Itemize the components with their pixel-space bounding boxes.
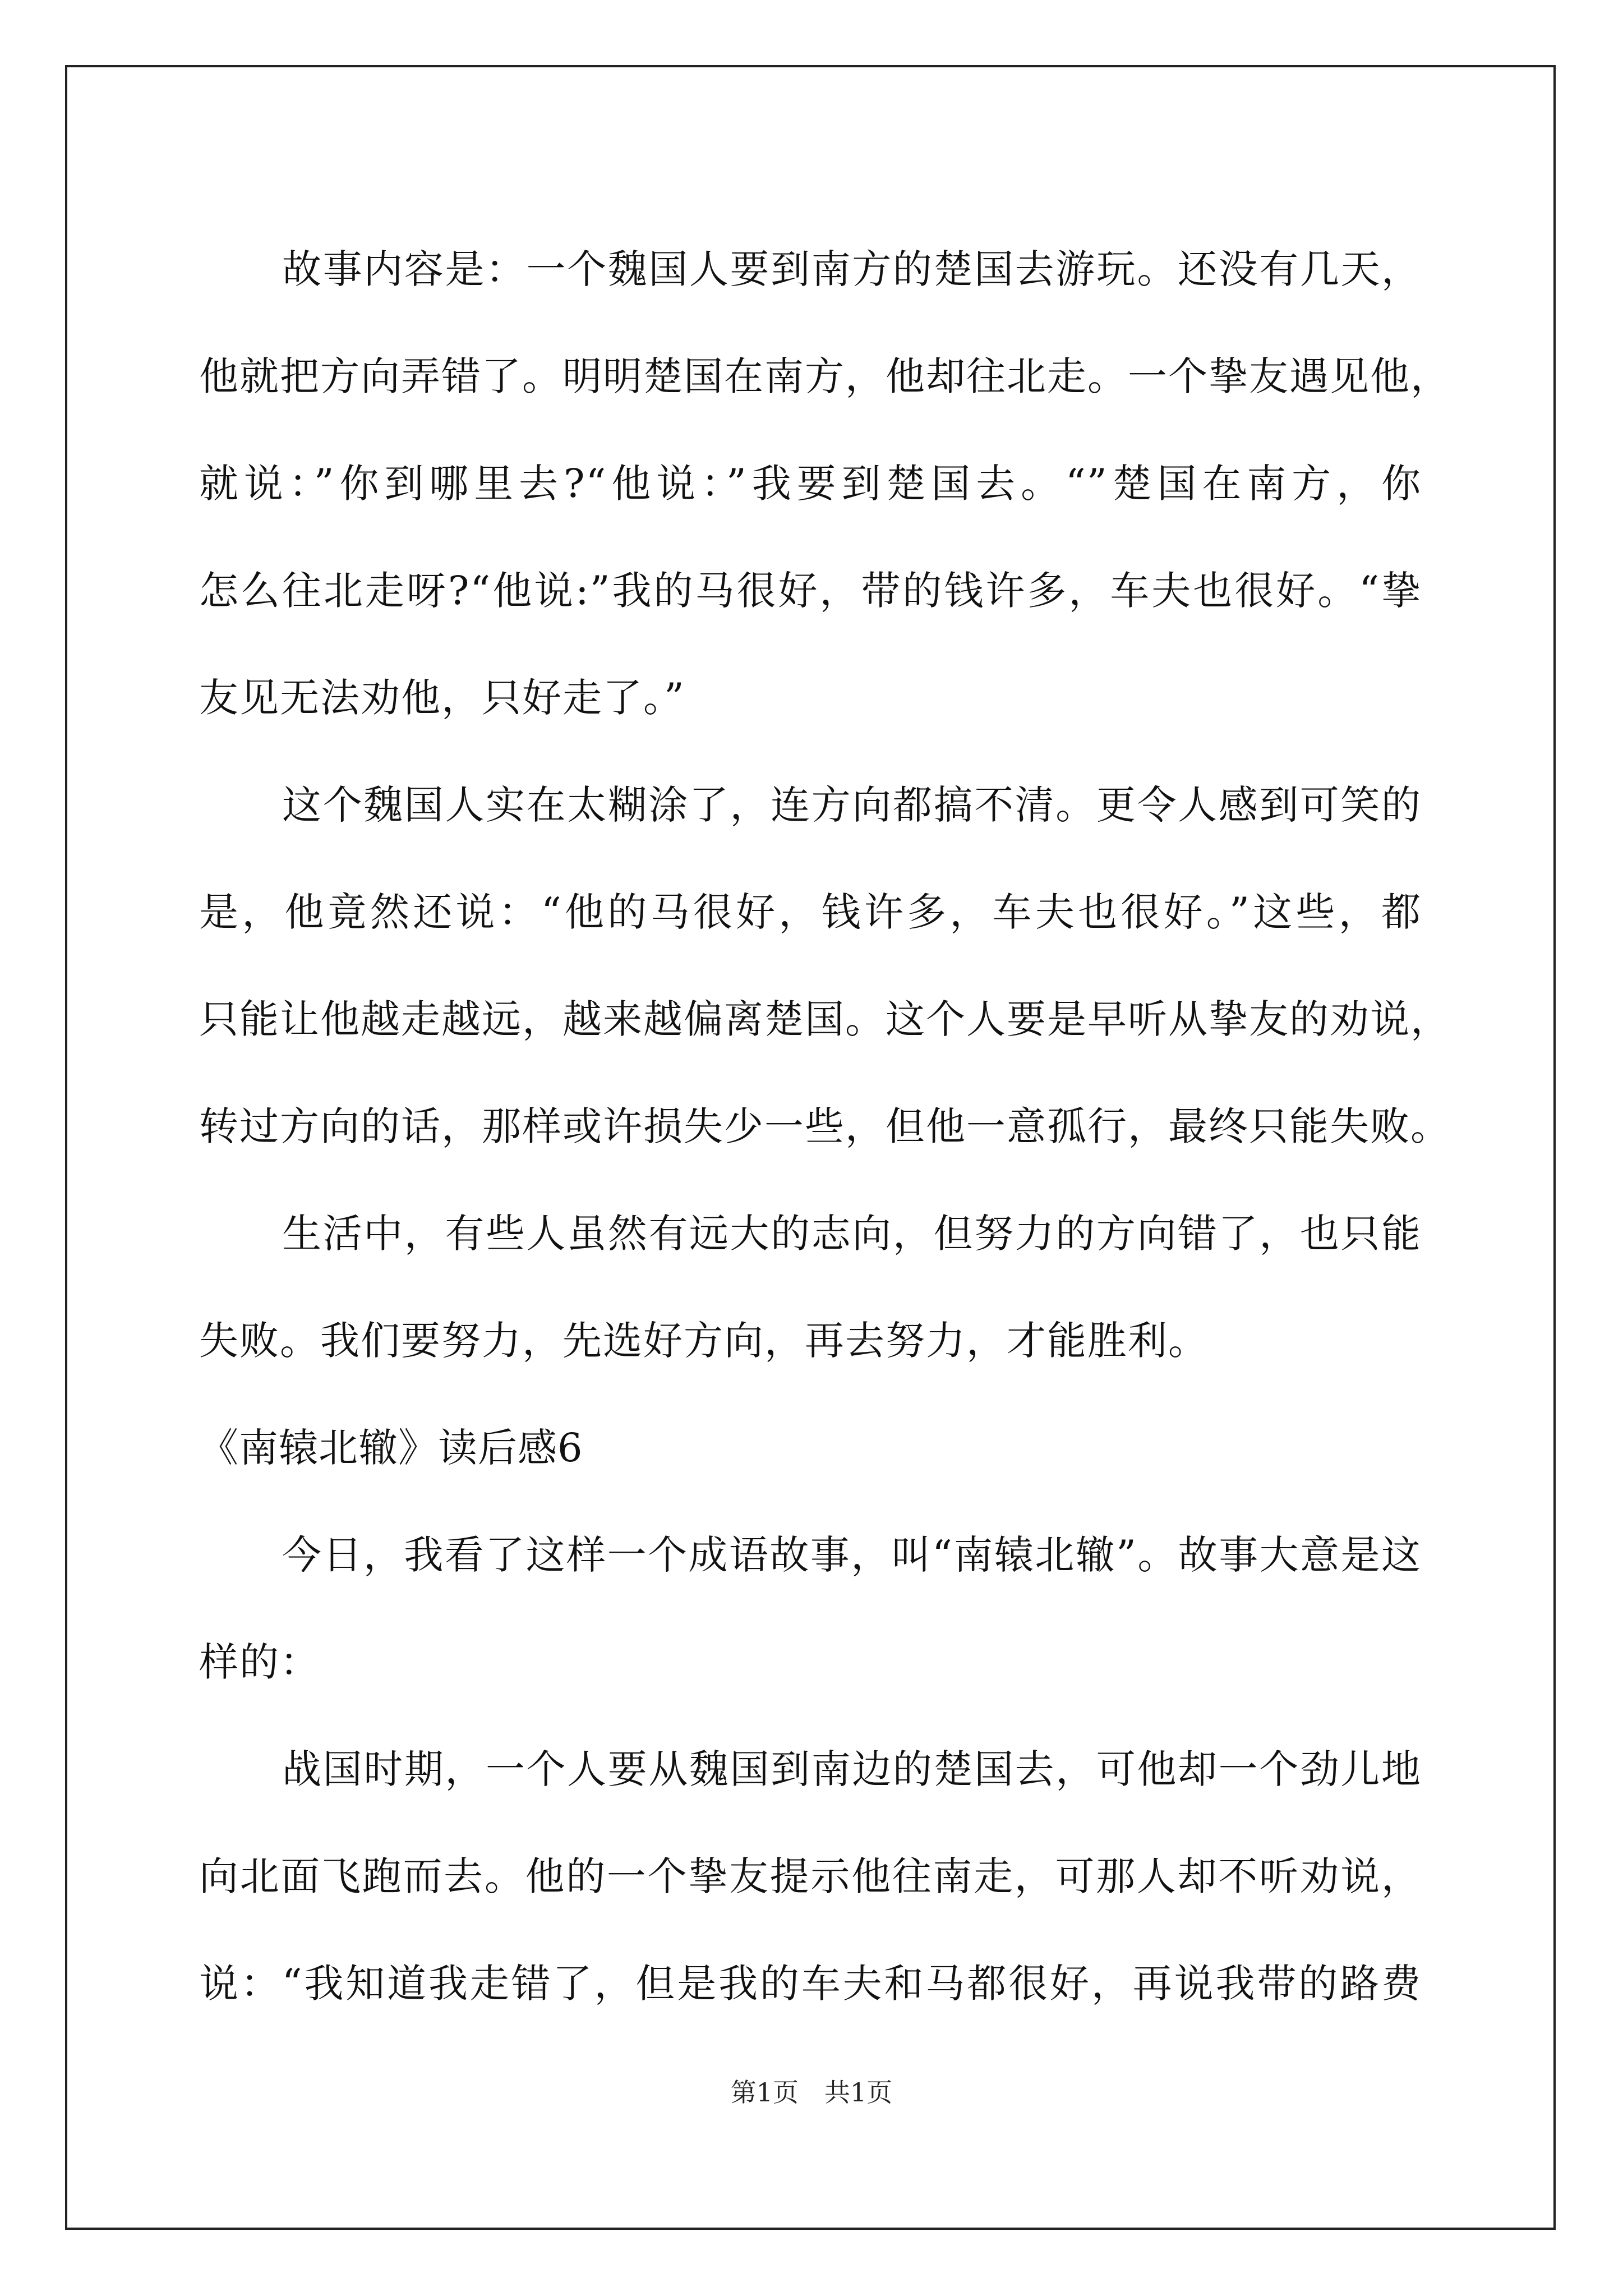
paragraph-3-line-1: 生活中，有些人虽然有远大的志向，但努力的方向错了，也只能	[282, 1211, 1422, 1257]
paragraph-2-line-2: 是，他竟然还说：“他的马很好，钱许多，车夫也很好。”这些，都	[199, 889, 1422, 935]
paragraph-5-line-2: 向北面飞跑而去。他的一个挚友提示他往南走，可那人却不听劝说，	[199, 1853, 1422, 1899]
section-heading: 《南辕北辙》读后感6	[199, 1425, 583, 1471]
page-number-label: 第1页 共1页	[730, 2077, 893, 2108]
document-body	[199, 216, 1451, 2037]
paragraph-4-line-1: 今日，我看了这样一个成语故事，叫“南辕北辙”。故事大意是这	[282, 1532, 1422, 1578]
paragraph-1-line-4: 怎么往北走呀?“他说:”我的马很好，带的钱许多，车夫也很好。“挚	[199, 568, 1422, 614]
paragraph-1-line-3: 就说：”你到哪里去?“他说：”我要到楚国去。“”楚国在南方，你	[199, 461, 1422, 507]
page-footer	[0, 2076, 1623, 2109]
paragraph-2-line-1: 这个魏国人实在太糊涂了，连方向都搞不清。更令人感到可笑的	[282, 782, 1422, 828]
paragraph-3-line-2: 失败。我们要努力，先选好方向，再去努力，才能胜利。	[199, 1318, 1209, 1364]
paragraph-5-line-1: 战国时期，一个人要从魏国到南边的楚国去，可他却一个劲儿地	[282, 1746, 1422, 1792]
paragraph-1-line-2: 他就把方向弄错了。明明楚国在南方，他却往北走。一个挚友遇见他，	[199, 353, 1451, 399]
paragraph-2-line-4: 转过方向的话，那样或许损失少一些，但他一意孤行，最终只能失败。	[199, 1103, 1451, 1149]
paragraph-2-line-3: 只能让他越走越远，越来越偏离楚国。这个人要是早听从挚友的劝说，	[199, 996, 1451, 1042]
paragraph-1-line-1: 故事内容是：一个魏国人要到南方的楚国去游玩。还没有几天，	[282, 246, 1422, 292]
paragraph-4-line-2: 样的：	[199, 1639, 320, 1685]
paragraph-1-line-5: 友见无法劝他，只好走了。”	[199, 675, 685, 721]
paragraph-5-line-3: 说：“我知道我走错了，但是我的车夫和马都很好，再说我带的路费	[199, 1961, 1422, 2007]
